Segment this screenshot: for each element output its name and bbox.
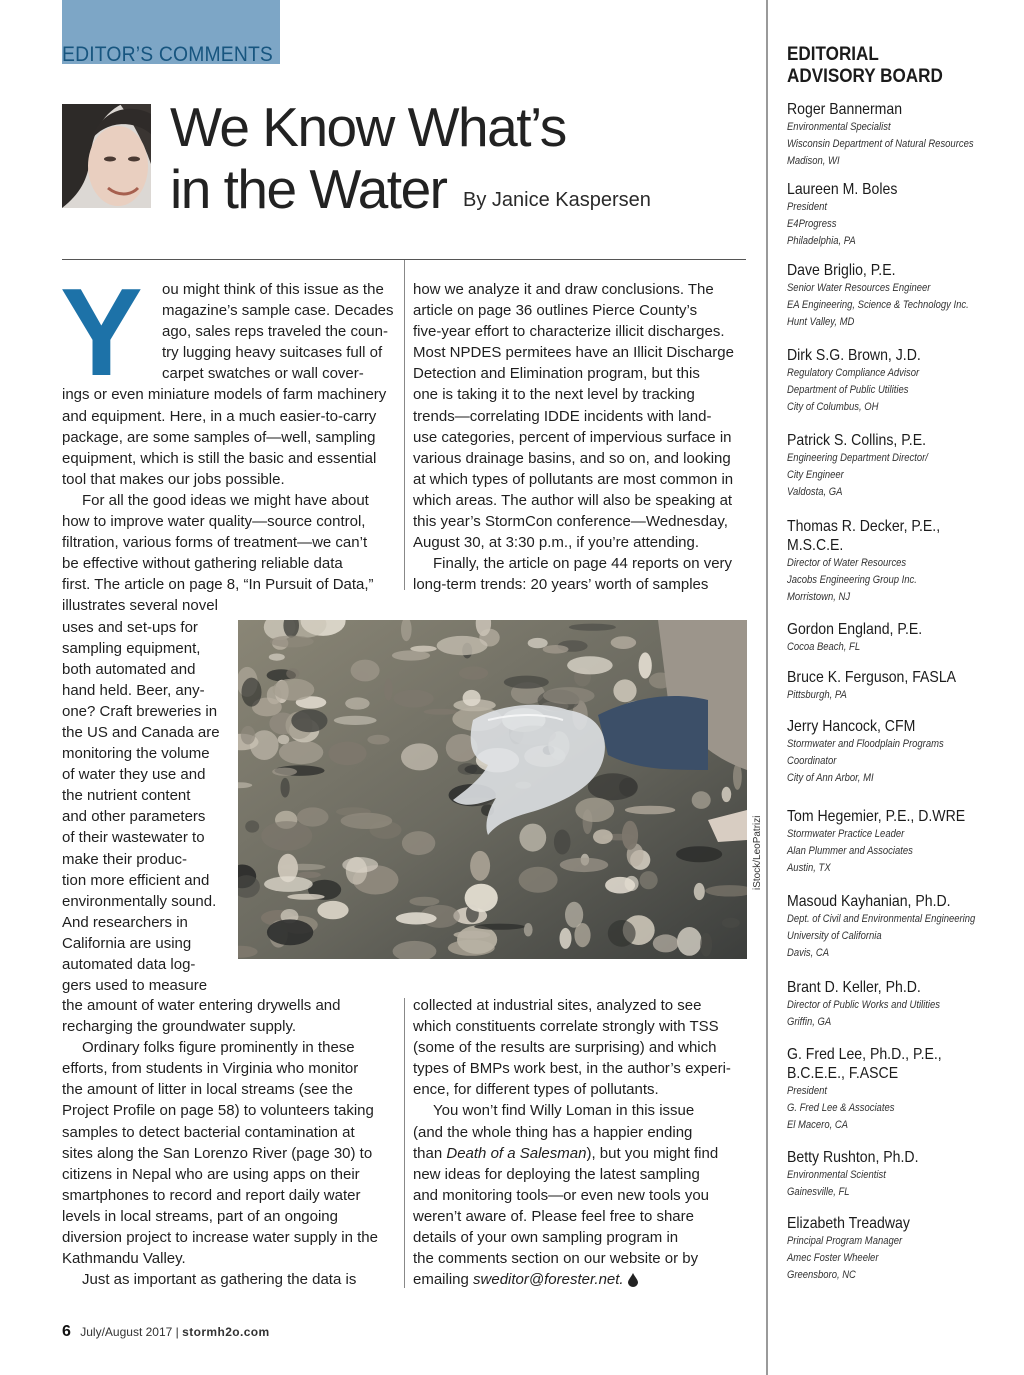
board-member-name: Dirk S.G. Brown, J.D. <box>787 347 921 364</box>
board-member-detail: Cocoa Beach, FL <box>787 641 861 653</box>
section-tab <box>62 0 280 64</box>
text-line: sites along the San Lorenzo River (page 30) to <box>62 1144 373 1162</box>
board-member-detail: Stormwater Practice Leader <box>787 828 905 840</box>
board-member-detail: Coordinator <box>787 755 837 767</box>
board-member <box>787 717 1024 787</box>
board-member-detail: Morristown, NJ <box>787 591 851 603</box>
pebble <box>409 897 439 906</box>
text-line: and other parameters <box>62 808 206 826</box>
text-line: uses and set-ups for <box>62 618 198 636</box>
board-member-detail: G. Fred Lee & Associates <box>787 1102 895 1114</box>
text-line: use categories, percent of impervious surface in <box>413 428 732 446</box>
pebble <box>269 654 285 661</box>
italic-line-pre: than <box>413 1144 447 1162</box>
board-member <box>787 346 1024 416</box>
pebble <box>341 813 393 829</box>
text-line: efforts, from students in Virginia who monitor <box>62 1060 359 1078</box>
board-member <box>787 1214 1024 1284</box>
text-line: filtration, various forms of treatment—we can’t <box>62 534 368 552</box>
text-line: and monitoring tools—or even new tools you <box>413 1186 710 1204</box>
board-member <box>787 807 1024 877</box>
text-line: Finally, the article on page 44 reports on very <box>433 555 733 573</box>
board-member-detail: City of Columbus, OH <box>787 401 879 413</box>
pebble <box>342 857 378 873</box>
board-member-name: Roger Bannerman <box>787 101 903 118</box>
pebble <box>588 773 638 800</box>
author-portrait <box>62 104 151 208</box>
pebble <box>264 876 313 892</box>
pebble <box>457 926 497 954</box>
pebble <box>722 918 740 928</box>
text-line: of their wastewater to <box>62 829 205 847</box>
text-line: collected at industrial sites, analyzed to see <box>413 997 702 1014</box>
board-member-detail: Valdosta, GA <box>787 486 843 498</box>
text-line: this year’s StormCon conference—Wednesday, <box>413 513 728 531</box>
text-line: how we analyze it and draw conclusions. The <box>413 281 714 298</box>
board-member-name: Patrick S. Collins, P.E. <box>787 432 927 449</box>
text-line: You won’t find Willy Loman in this issue <box>433 1102 695 1120</box>
board-member <box>787 180 1024 250</box>
text-line: one is taking it to the next level by tracking <box>413 386 695 404</box>
pebble <box>459 666 488 679</box>
board-heading-line-1: EDITORIAL <box>787 44 879 65</box>
pebble <box>463 690 481 706</box>
text-line: Ordinary folks figure prominently in these <box>82 1039 355 1057</box>
pebble <box>242 678 262 707</box>
pebble <box>454 931 491 939</box>
board-member-detail: Dept. of Civil and Environmental Engineering <box>787 913 976 925</box>
text-line: smartphones to record and report daily water <box>62 1186 361 1204</box>
pebble <box>639 652 652 678</box>
board-member-detail: President <box>787 201 827 213</box>
editor-email-link[interactable]: sweditor@forester.net. <box>473 1271 624 1289</box>
board-member-name: Gordon England, P.E. <box>787 621 923 638</box>
text-line: monitoring the volume <box>62 745 210 763</box>
pebble <box>272 768 297 776</box>
byline: By Janice Kaspersen <box>463 189 651 211</box>
text-line: make their produc- <box>62 850 188 868</box>
text-line: package, are some samples of—well, sampling <box>62 428 376 446</box>
board-member <box>787 431 1024 501</box>
text-line: which areas. The author will also be speaking at <box>413 491 733 509</box>
text-line: new ideas for deploying the latest sampling <box>413 1165 700 1183</box>
text-line: of water they use and <box>62 766 206 784</box>
text-line: various drainage basins, and so on, and looking <box>413 449 731 467</box>
text-line: ence, for different types of pollutants. <box>413 1081 659 1099</box>
text-line: citizens in Nepal who are using apps on their <box>62 1165 360 1183</box>
pebble <box>528 638 548 648</box>
sidebar-divider <box>766 0 768 1375</box>
pebble <box>622 821 638 850</box>
pebble <box>291 709 327 732</box>
board-member-name: Dave Briglio, P.E. <box>787 262 896 279</box>
text-line: article on page 36 outlines Pierce County’s <box>413 302 698 320</box>
board-member <box>787 261 1024 331</box>
board-member-name: Elizabeth Treadway <box>787 1215 910 1232</box>
board-member-detail: Principal Program Manager <box>787 1235 903 1247</box>
board-member-detail: University of California <box>787 930 882 942</box>
pebble <box>692 791 711 809</box>
board-member-name: Bruce K. Ferguson, FASLA <box>787 669 957 686</box>
board-member-detail: Jacobs Engineering Group Inc. <box>787 574 917 586</box>
board-member <box>787 100 1024 170</box>
text-line: diversion project to increase water supply in the <box>62 1229 378 1247</box>
section-label: EDITOR’S COMMENTS <box>62 43 274 66</box>
text-line: the amount of litter in local streams (see the <box>62 1081 353 1099</box>
pebble <box>543 687 594 704</box>
pebble <box>367 735 389 745</box>
text-line: gers used to measure <box>62 977 208 995</box>
board-member-detail: Environmental Specialist <box>787 121 891 133</box>
column-divider-top <box>404 260 405 590</box>
text-line: the US and Canada are <box>62 723 220 741</box>
board-member-detail: Pittsburgh, PA <box>787 689 847 701</box>
text-line: tion more efficient and <box>62 871 210 889</box>
email-line <box>413 1269 758 1290</box>
board-member-name: B.C.E.E., F.ASCE <box>787 1065 899 1082</box>
board-member-detail: EA Engineering, Science & Technology Inc. <box>787 299 969 311</box>
text-line: equipment, which is still the basic and essential <box>62 449 377 467</box>
pebble <box>401 743 438 770</box>
pebble <box>519 824 546 852</box>
text-line: sampling equipment, <box>62 639 201 657</box>
text-line: the amount of water entering drywells and <box>62 997 341 1014</box>
column-1-bottom <box>62 995 402 1290</box>
board-member-name: G. Fred Lee, Ph.D., P.E., <box>787 1046 942 1063</box>
pebble <box>567 656 613 674</box>
board-heading-line-2: ADVISORY BOARD <box>787 66 943 87</box>
board-member-detail: Stormwater and Floodplain Programs <box>787 738 944 750</box>
pebble <box>345 697 369 709</box>
water-drop-icon <box>628 1272 638 1293</box>
text-line: carpet swatches or wall cover- <box>162 365 364 383</box>
text-line: try lugging heavy suitcases full of <box>162 344 383 362</box>
pebble <box>700 933 712 957</box>
pebble <box>392 650 430 660</box>
article-photo <box>238 620 747 959</box>
text-line: the comments section on our website or by <box>413 1250 699 1268</box>
text-line: samples to detect bacterial contamination at <box>62 1123 355 1141</box>
email-line-pre: emailing <box>413 1271 474 1289</box>
italic-line-post: ), but you might find <box>586 1144 719 1162</box>
pebble <box>677 927 702 956</box>
text-line: (and the whole thing has a happier ending <box>413 1123 693 1141</box>
advisory-board-sidebar <box>787 44 1017 1281</box>
pebble <box>384 679 392 701</box>
board-member-detail: Senior Water Resources Engineer <box>787 282 931 294</box>
column-2-bottom-rest <box>413 1164 758 1269</box>
text-line: And researchers in <box>62 913 188 931</box>
board-member-name: Betty Rushton, Ph.D. <box>787 1149 919 1166</box>
pebble <box>424 709 458 715</box>
page-footer <box>62 1323 270 1341</box>
pebble <box>722 787 732 802</box>
pebble <box>676 846 722 862</box>
text-line: (some of the results are surprising) and which <box>413 1039 717 1057</box>
pebble <box>593 829 613 844</box>
text-line: ago, sales reps traveled the coun- <box>162 323 388 341</box>
board-member-detail: Department of Public Utilities <box>787 384 909 396</box>
text-line: long-term trends: 20 years’ worth of samples <box>413 576 709 594</box>
column-divider-bottom <box>404 998 405 1288</box>
pebble <box>574 923 590 947</box>
pebble <box>241 726 255 745</box>
pebble <box>396 912 437 924</box>
pebble <box>504 676 549 689</box>
board-member-name: Brant D. Keller, Ph.D. <box>787 979 921 996</box>
board-member-detail: Alan Plummer and Associates <box>787 845 913 857</box>
text-line: first. The article on page 8, “In Pursuit of Data,” <box>62 576 374 594</box>
text-line: both automated and <box>62 660 196 678</box>
board-member-detail: City of Ann Arbor, MI <box>787 772 874 784</box>
column-2-bottom <box>413 995 758 1290</box>
column-2-top <box>413 279 753 595</box>
pebble <box>625 876 639 891</box>
pebble <box>287 894 324 900</box>
board-member <box>787 668 1024 704</box>
board-member-detail: Environmental Scientist <box>787 1169 886 1181</box>
stream-photo-icon <box>238 620 747 959</box>
pebble <box>410 646 436 652</box>
text-line: levels in local streams, part of an ongoing <box>62 1207 338 1225</box>
text-line: be effective without gathering reliable data <box>62 555 343 573</box>
text-line: magazine’s sample case. Decades <box>162 302 394 320</box>
play-title: Death of a Salesman <box>446 1144 587 1162</box>
drop-cap: Y <box>60 264 143 402</box>
photo-credit: iStock/LeoPatrizi <box>752 815 763 890</box>
text-line: types of BMPs work best, in the author’s experi- <box>413 1060 731 1078</box>
pebble <box>474 924 524 930</box>
text-line: Project Profile on page 58) to volunteers taking <box>62 1102 374 1120</box>
text-line: illustrates several novel <box>62 597 218 615</box>
board-member-detail: Director of Water Resources <box>787 557 907 569</box>
board-member <box>787 978 1024 1031</box>
text-line: and equipment. Here, in a much easier-to-carry <box>62 407 377 425</box>
board-member-detail: Director of Public Works and Utilities <box>787 999 940 1011</box>
board-member <box>787 517 1024 606</box>
pebble <box>267 919 313 945</box>
pebble <box>261 821 312 851</box>
text-line: at which types of pollutants are most common in <box>413 470 734 488</box>
pebble <box>278 735 290 744</box>
board-member-detail: Wisconsin Department of Natural Resources <box>787 138 974 150</box>
board-member-name: Tom Hegemier, P.E., D.WRE <box>787 808 966 825</box>
board-member-detail: Greensboro, NC <box>787 1269 856 1281</box>
pebble <box>560 858 608 872</box>
board-member-detail: Engineering Department Director/ <box>787 452 928 464</box>
portrait-photo-icon <box>62 104 151 208</box>
board-member-detail: City Engineer <box>787 469 844 481</box>
board-member <box>787 892 1024 962</box>
column-2-bottom-lines <box>413 995 758 1143</box>
text-line: ou might think of this issue as the <box>162 281 384 298</box>
board-member <box>787 1148 1024 1201</box>
pebble <box>437 636 488 655</box>
pebble <box>560 928 572 949</box>
board-member-detail: El Macero, CA <box>787 1119 848 1131</box>
board-heading <box>787 44 1021 88</box>
pebble <box>524 923 533 936</box>
text-line: details of your own sampling program in <box>413 1229 679 1247</box>
italic-title-line <box>413 1143 758 1164</box>
text-line: weren’t aware of. Please feel free to share <box>413 1207 694 1225</box>
pebble <box>279 740 323 764</box>
pebble <box>286 668 299 679</box>
text-line: the nutrient content <box>62 787 191 805</box>
board-member-detail: Madison, WI <box>787 155 840 167</box>
board-member-detail: E4Progress <box>787 218 837 230</box>
text-line: ings or even miniature models of farm machinery <box>62 386 387 404</box>
pebble <box>653 934 679 952</box>
text-line: recharging the groundwater supply. <box>62 1018 297 1036</box>
issue-date: July/August 2017 <box>80 1325 173 1339</box>
pebble <box>519 867 558 893</box>
board-member <box>787 620 1024 656</box>
page-number: 6 <box>62 1323 71 1340</box>
board-member-detail: Hunt Valley, MD <box>787 316 855 328</box>
pebble <box>317 901 348 919</box>
pebble <box>270 636 314 648</box>
text-line: automated data log- <box>62 956 196 973</box>
board-member-name: M.S.C.E. <box>787 537 844 554</box>
board-member-detail: Amec Foster Wheeler <box>787 1252 879 1264</box>
text-line: hand held. Beer, any- <box>62 681 205 699</box>
text-line: trends—correlating IDDE incidents with land- <box>413 407 712 425</box>
text-line: environmentally sound. <box>62 892 217 910</box>
pebble <box>273 679 315 701</box>
pebble <box>470 851 490 881</box>
pebble <box>543 645 569 654</box>
pebble <box>625 806 675 815</box>
text-line: California are using <box>62 934 192 952</box>
board-member-detail: President <box>787 1085 827 1097</box>
text-line: one? Craft breweries in <box>62 702 218 720</box>
pebble <box>611 636 636 649</box>
pebble <box>465 884 498 912</box>
board-member-name: Masoud Kayhanian, Ph.D. <box>787 893 951 910</box>
board-member-detail: Philadelphia, PA <box>787 235 856 247</box>
text-line: how to improve water quality—source control, <box>62 513 366 531</box>
pebble <box>394 690 434 708</box>
text-line: Most NPDES permitees have an Illicit Discharge <box>413 344 734 362</box>
title-line-1: We Know What’s <box>170 96 566 158</box>
title-line-2: in the Water <box>170 158 447 220</box>
board-member-detail: Griffin, GA <box>787 1016 832 1028</box>
pebble <box>608 920 636 947</box>
board-member-name: Jerry Hancock, CFM <box>787 718 916 735</box>
pebble <box>351 660 380 682</box>
board-member-name: Thomas R. Decker, P.E., <box>787 518 941 535</box>
footer-separator: | <box>175 1325 179 1339</box>
site-url[interactable]: stormh2o.com <box>182 1325 270 1339</box>
board-member-detail: Regulatory Compliance Advisor <box>787 367 920 379</box>
pebble <box>554 830 571 855</box>
text-line: August 30, at 3:30 p.m., if you’re attending. <box>413 534 700 552</box>
text-line: five-year effort to characterize illicit discharges. <box>413 323 725 341</box>
text-line: For all the good ideas we might have about <box>82 491 369 509</box>
text-line: Just as important as gathering the data is <box>82 1271 357 1289</box>
pebble <box>281 778 290 798</box>
pebble <box>297 872 320 878</box>
board-member-detail: Davis, CA <box>787 947 830 959</box>
text-line: tool that makes our jobs possible. <box>62 470 285 488</box>
pebble <box>328 742 366 766</box>
board-member <box>787 1045 1024 1134</box>
pebble <box>575 798 614 822</box>
pebble <box>245 820 259 832</box>
pebble <box>402 831 435 855</box>
pebble <box>613 679 636 702</box>
board-member-detail: Gainesville, FL <box>787 1186 850 1198</box>
board-member-name: Laureen M. Boles <box>787 181 898 198</box>
pebble <box>694 883 705 900</box>
board-member-detail: Austin, TX <box>787 862 831 874</box>
text-line: which constituents correlate strongly with TSS <box>413 1018 719 1036</box>
text-line: Detection and Elimination program, but this <box>413 365 700 383</box>
pebble <box>569 624 616 631</box>
pebble <box>640 871 658 889</box>
text-line: Kathmandu Valley. <box>62 1250 186 1268</box>
pebble <box>334 716 377 725</box>
pebble <box>297 807 329 826</box>
